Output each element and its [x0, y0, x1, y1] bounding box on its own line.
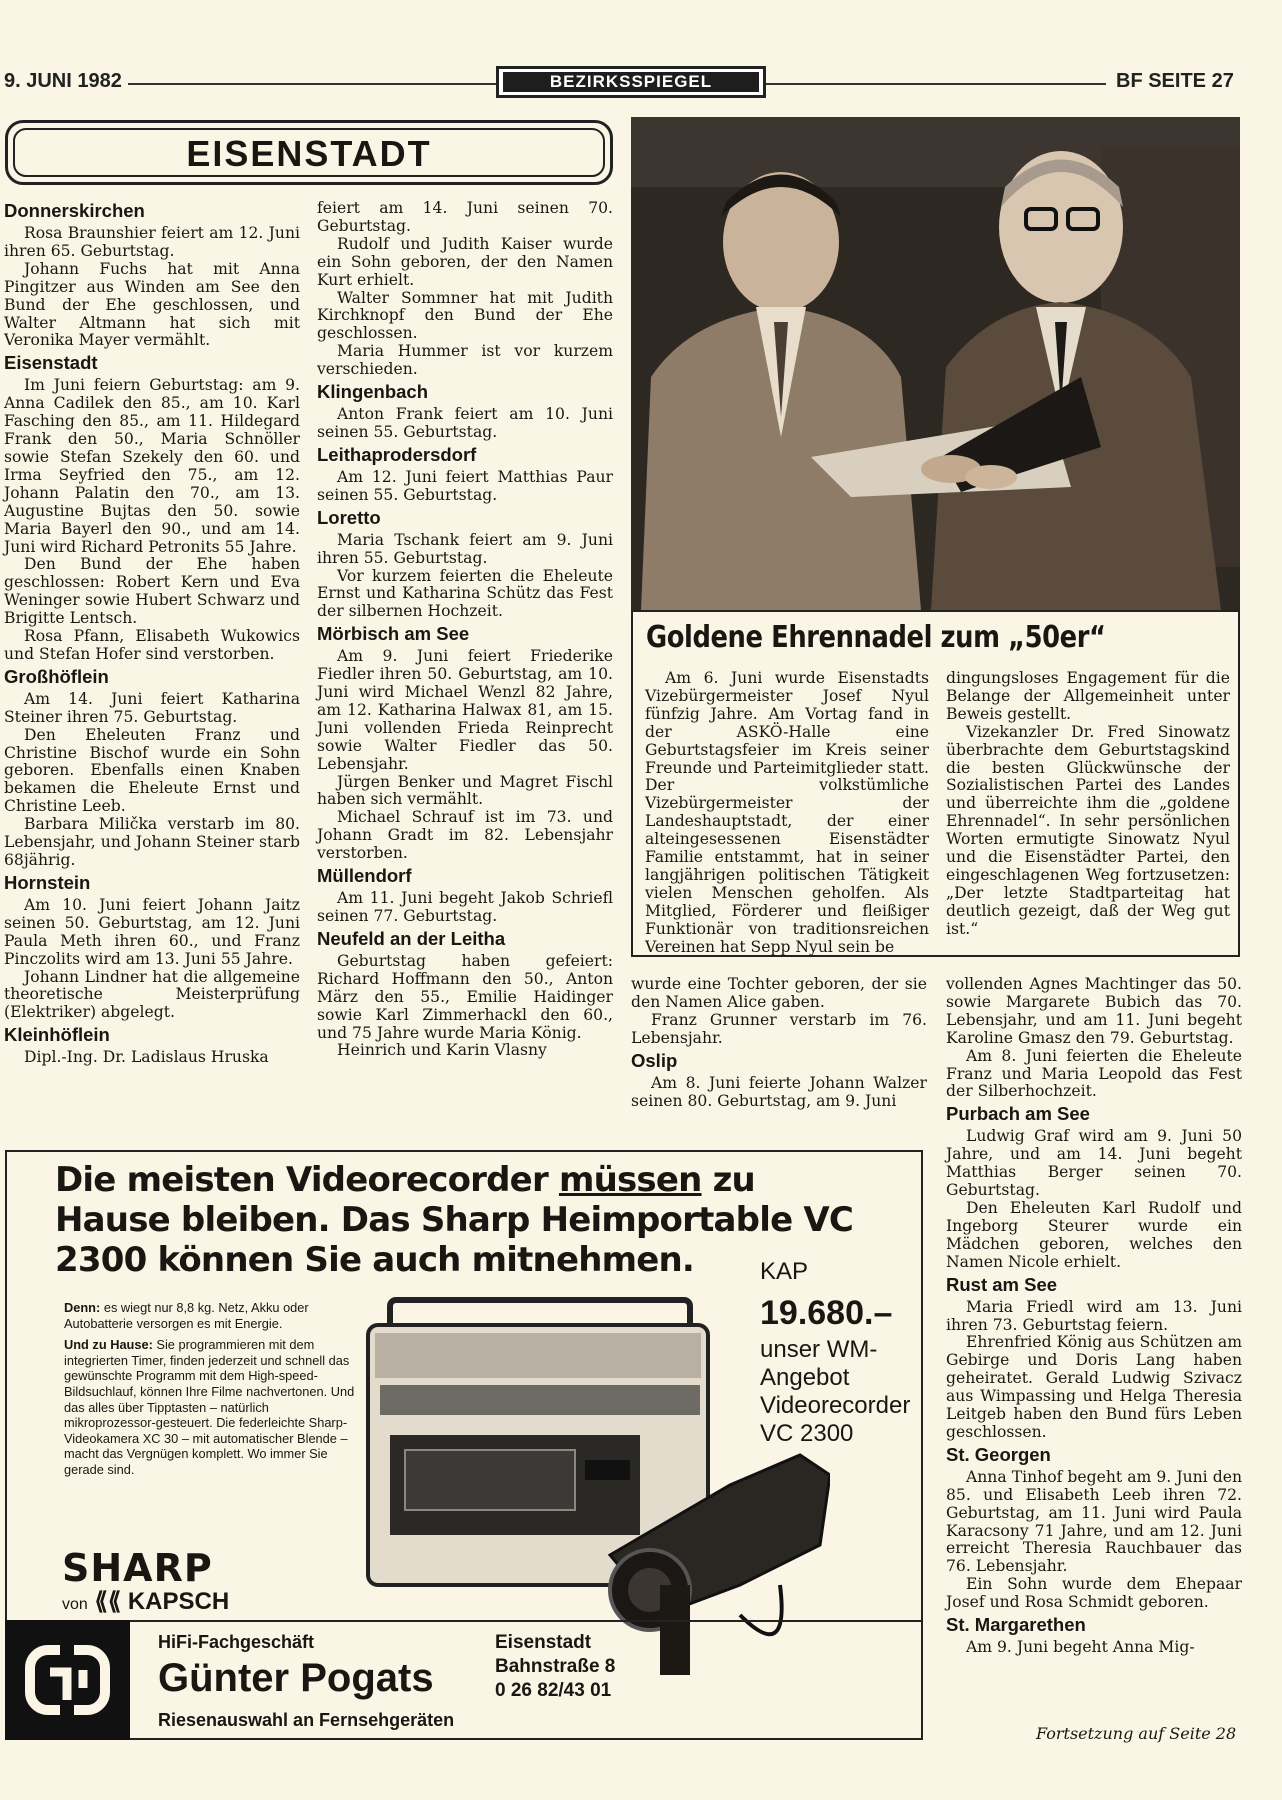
vcr-button-row: [380, 1385, 700, 1415]
news-paragraph: Johann Fuchs hat mit Anna Pingitzer aus Winden am See den Bund der Ehe geschlossen, und Walter Altmann hat sich mit Veronika Mayer vermählt.: [4, 259, 300, 350]
ad-body-denn: [64, 1300, 364, 1331]
news-paragraph: Maria Tschank feiert am 9. Juni ihren 55. Geburtstag.: [317, 530, 613, 567]
news-paragraph: Barbara Milička verstarb im 80. Lebensjahr, und Johann Steiner starb 68jährig.: [4, 815, 300, 869]
place-heading: Klingenbach: [317, 381, 429, 403]
shop-band: [5, 1620, 923, 1742]
ad-body-haus: [64, 1337, 364, 1477]
place-heading: Rust am See: [946, 1273, 1058, 1295]
news-paragraph: Im Juni feiern Geburtstag: am 9. Anna Cadilek den 85., am 10. Karl Fasching den 85., am 11. Hildegard Frank den 50., Maria Schnöller sowie Stefan Szekely den 60. und Irma Seyfried den 75., am 12. Johann Palatin den 70., am 13. Augustine Bujtas den 50. sowie Maria Bayerl den 90., und am 14. Juni wird Richard Petronits 55 Jahre.: [4, 376, 300, 556]
place-heading: Donnerskirchen: [4, 200, 145, 221]
place-heading: Leithaprodersdorf: [317, 443, 477, 465]
news-paragraph: vollenden Agnes Machtinger das 50. sowie Margarete Bubich das 70. Lebensjahr, und am 11. Juni begeht Karoline Gmasz den 79. Geburtstag.: [946, 975, 1242, 1047]
section-title: EISENSTADT: [13, 128, 605, 177]
photo-illustration: [631, 117, 1240, 610]
vcr-cassette-door: [405, 1450, 575, 1510]
news-paragraph: Dipl.-Ing. Dr. Ladislaus Hruska: [24, 1048, 269, 1067]
news-paragraph: Am 12. Juni feiert Matthias Paur seinen 55. Geburtstag.: [317, 467, 613, 504]
shop-city: Eisenstadt: [495, 1632, 592, 1653]
news-paragraph: Michael Schrauf ist im 73. und Johann Gradt im 82. Lebensjahr verstorben.: [317, 808, 613, 863]
sharp-logo: SHARP: [62, 1546, 213, 1590]
news-paragraph: Am 11. Juni begeht Jakob Schriefl seinen 77. Geburtstag.: [317, 889, 613, 925]
page-number: BF SEITE 27: [1116, 70, 1234, 92]
vcr-display: [585, 1460, 630, 1480]
continuation-note: Fortsetzung auf Seite 28: [1036, 1724, 1237, 1743]
news-paragraph: Am 9. Juni feiert Friederike Fiedler ihren 50. Geburtstag, am 10. Juni wird Michael Wenzl 82 Jahre, am 12. Katharina Halwax 81, am 15. Juni vollenden Frieda Reinprecht sowie Walter Fiedler das 50. Lebensjahr.: [317, 647, 613, 773]
news-paragraph: Am 14. Juni feiert Katharina Steiner ihren 75. Geburtstag.: [4, 689, 300, 726]
news-paragraph: Vor kurzem feierten die Eheleute Ernst und Katharina Schütz das Fest der silbernen Hochzeit.: [317, 566, 613, 621]
news-paragraph: Franz Grunner verstarb im 76. Lebensjahr.: [631, 1010, 927, 1047]
place-heading: Kleinhöflein: [4, 1024, 110, 1046]
news-paragraph: Rosa Pfann, Elisabeth Wukowics und Stefan Hofer sind verstorben.: [4, 627, 300, 663]
place-heading: Großhöflein: [4, 665, 109, 687]
place-heading: Müllendorf: [317, 865, 412, 887]
place-heading: Oslip: [631, 1049, 678, 1071]
news-paragraph: Rosa Braunshier feiert am 12. Juni ihren 65. Geburtstag.: [4, 224, 300, 260]
news-paragraph: Am 9. Juni begeht Anna Mig-: [966, 1638, 1195, 1657]
gp-logo-icon: [5, 1620, 130, 1740]
ad-body: [64, 1300, 364, 1484]
ad-offer-4: VC 2300: [760, 1420, 854, 1447]
ad-price: 19.680.–: [760, 1294, 893, 1332]
press-photo: [631, 117, 1240, 610]
news-paragraph: Rudolf und Judith Kaiser wurde ein Sohn geboren, der den Namen Kurt erhielt.: [317, 234, 613, 289]
news-paragraph: Am 8. Juni feierten die Eheleute Franz und Maria Leopold das Fest der Silberhochzeit.: [946, 1046, 1242, 1101]
ad-body-haus-bold: Und zu Hause:: [64, 1337, 153, 1353]
shop-street: Bahnstraße 8: [495, 1656, 616, 1677]
vcr-top-panel: [375, 1333, 701, 1378]
news-paragraph: Am 8. Juni feierte Johann Walzer seinen 80. Geburtstag, am 9. Juni: [631, 1073, 927, 1110]
ad-headline: [55, 1160, 865, 1280]
shop-type: HiFi-Fachgeschäft: [158, 1632, 315, 1652]
ad-body-haus-text: Sie programmieren mit dem integrierten Timer, finden jederzeit und schnell das gewünschte Programm mit dem High-speed-Bildsuchlauf, können Ihre Filme nachvertonen. Und das alles über Tipptasten – natürlich mikroprozessor-gesteuert. Die federleichte Sharp-Videokamera XC 30 – mit automatischer Blende – macht das Vergnügen komplett. Wo immer Sie gerade sind.: [64, 1337, 355, 1477]
news-paragraph: Maria Hummer ist vor kurzem verschieden.: [317, 342, 613, 379]
shop-slogan: Riesenauswahl an Fernsehgeräten: [158, 1710, 455, 1730]
place-heading: Purbach am See: [946, 1103, 1090, 1125]
news-paragraph: Walter Sommner hat mit Judith Kirchknopf den Bund der Ehe geschlossen.: [317, 288, 613, 343]
story-left: [645, 670, 929, 957]
header-rule-left: [128, 83, 496, 85]
ad-headline-part-1: Die meisten Videorecorder: [55, 1160, 559, 1200]
ad-body-denn-bold: Denn:: [64, 1300, 101, 1315]
story-right: [946, 670, 1230, 939]
kapsch-symbol-icon: ⟪⟪: [94, 1588, 122, 1615]
news-paragraph: feiert am 14. Juni seinen 70. Geburtstag.: [317, 199, 613, 235]
place-heading: Neufeld an der Leitha: [317, 927, 506, 949]
header-rule-right: [766, 83, 1106, 85]
section-title-box: [5, 120, 613, 185]
vcr-camera-illustration: [360, 1285, 830, 1675]
column-2: [317, 200, 613, 1060]
column-4: [946, 976, 1242, 1657]
news-paragraph: wurde eine Tochter geboren, der sie den Namen Alice gaben.: [631, 975, 927, 1011]
ad-offer-1: unser WM-: [760, 1336, 878, 1363]
news-paragraph: Den Eheleuten Karl Rudolf und Ingeborg Steurer wurde ein Mädchen geboren, welches den Namen Nicole erhielt.: [946, 1198, 1242, 1271]
ad-kap: KAP: [760, 1258, 809, 1285]
section-label: [496, 66, 766, 98]
news-paragraph: Maria Friedl wird am 13. Juni ihren 73. Geburtstag feiern.: [946, 1297, 1242, 1334]
story-paragraph: dingungsloses Engagement für die Belange der Allgemeinheit unter Beweis gestellt.: [946, 669, 1230, 723]
place-heading: St. Margarethen: [946, 1614, 1086, 1636]
news-paragraph: Ludwig Graf wird am 9. Juni 50 Jahre, und am 14. Juni begeht Matthias Berger seinen 70. Geburtstag.: [946, 1127, 1242, 1200]
news-paragraph: Ehrenfried König aus Schützen am Gebirge und Doris Lang haben geheiratet. Gerald Ludwig Szivacz aus Wimpassing und Helga Theresia Leitgeb haben den Bund fürs Leben geschlossen.: [946, 1333, 1242, 1441]
shop-logo: [5, 1620, 130, 1740]
kapsch-line: [62, 1588, 229, 1619]
kapsch-von: von: [62, 1596, 88, 1613]
story-left-text: Am 6. Juni wurde Eisenstadts Vizebürgermeister Josef Nyul fünfzig Jahre. Am Vortag fand in der ASKÖ-Halle eine Geburtstagsfeier im Kreis seiner Freunde und Parteimitglieder statt. Der volkstümliche Vizebürgermeister der Landeshauptstadt, der einer alteingesessenen Eisenstädter Familie entstammt, hat in seiner langjährigen politischen Tätigkeit vielen Menschen geholfen. Als Mitglied, Förderer und fleißiger Funktionär von traditionsreichen Vereinen hat Sepp Nyul sein be: [645, 669, 929, 956]
ad-headline-underlined: müssen: [558, 1160, 702, 1200]
place-heading: Eisenstadt: [4, 352, 98, 374]
ad-offer-3: Videorecorder: [760, 1392, 911, 1419]
shop-name: Günter Pogats: [158, 1656, 434, 1700]
news-paragraph: Den Eheleuten Franz und Christine Bischof wurde ein Sohn geboren. Ebenfalls einen Knaben bekamen die Eheleute Ernst und Christine Leeb.: [4, 725, 300, 816]
column-3: [631, 976, 927, 1110]
news-paragraph: Den Bund der Ehe haben geschlossen: Robert Kern und Eva Weninger sowie Hubert Schwarz und Brigitte Lentsch.: [4, 555, 300, 628]
news-paragraph: Anna Tinhof begeht am 9. Juni den 85. und Elisabeth Leeb ihren 72. Geburtstag, am 11. Juni wird Paula Karacsony 71 Jahre, und am 12. Juni erreicht Theresia Rauchbauer das 76. Lebensjahr.: [946, 1467, 1242, 1576]
news-paragraph: Heinrich und Karin Vlasny: [337, 1041, 547, 1060]
news-paragraph: Johann Lindner hat die allgemeine theoretische Meisterprüfung (Elektriker) abgelegt.: [4, 967, 300, 1022]
section-label-text: BEZIRKSSPIEGEL: [503, 72, 759, 92]
news-paragraph: Anton Frank feiert am 10. Juni seinen 55. Geburtstag.: [317, 405, 613, 441]
news-paragraph: Jürgen Benker und Magret Fischl haben sich vermählt.: [317, 772, 613, 809]
place-heading: St. Georgen: [946, 1443, 1051, 1465]
story-paragraph: Vizekanzler Dr. Fred Sinowatz überbrachte dem Geburtstagskind die besten Glückwünsche der Sozialistischen Partei des Landes und überreichte ihm die „goldene Ehrennadel“. In sehr persönlichen Worten ermutigte Sinowatz Nyul und die Eisenstädter Partei, den eingeschlagenen Weg fortzusetzen: „Der letzte Stadtparteitag hat deutlich gezeigt, daß der Weg gut ist.“: [946, 722, 1230, 938]
news-paragraph: Am 10. Juni feiert Johann Jaitz seinen 50. Geburtstag, am 12. Juni Paula Meth ihren 60., und Franz Pinczolits wird am 13. Juni 55 Jahre.: [4, 895, 300, 968]
column-1: [4, 198, 300, 1067]
place-heading: Mörbisch am See: [317, 623, 470, 645]
place-heading: Loretto: [317, 506, 381, 528]
news-paragraph: Ein Sohn wurde dem Ehepaar Josef und Rosa Schmidt geboren.: [946, 1575, 1242, 1612]
ad-body-denn-text: es wiegt nur 8,8 kg. Netz, Akku oder Autobatterie versorgen es mit Energie.: [64, 1300, 309, 1331]
shop-phone: 0 26 82/43 01: [495, 1680, 612, 1701]
place-heading: Hornstein: [4, 871, 91, 893]
ad-headline-part-2: zu Hause bleiben. Das Sharp Heimportable VC 2300 können Sie auch mitnehmen.: [55, 1160, 854, 1280]
ad-offer-2: Angebot: [760, 1364, 850, 1391]
issue-date: 9. JUNI 1982: [4, 70, 122, 92]
news-paragraph: Geburtstag haben gefeiert: Richard Hoffmann den 50., Anton März den 55., Emilie Haidinger sowie Karl Zimmerhackl den 60., und 75 Jahre wurde Maria König.: [317, 951, 613, 1042]
photo-headline: Goldene Ehrennadel zum „50er“: [646, 620, 1106, 655]
kapsch-name: KAPSCH: [127, 1588, 230, 1615]
